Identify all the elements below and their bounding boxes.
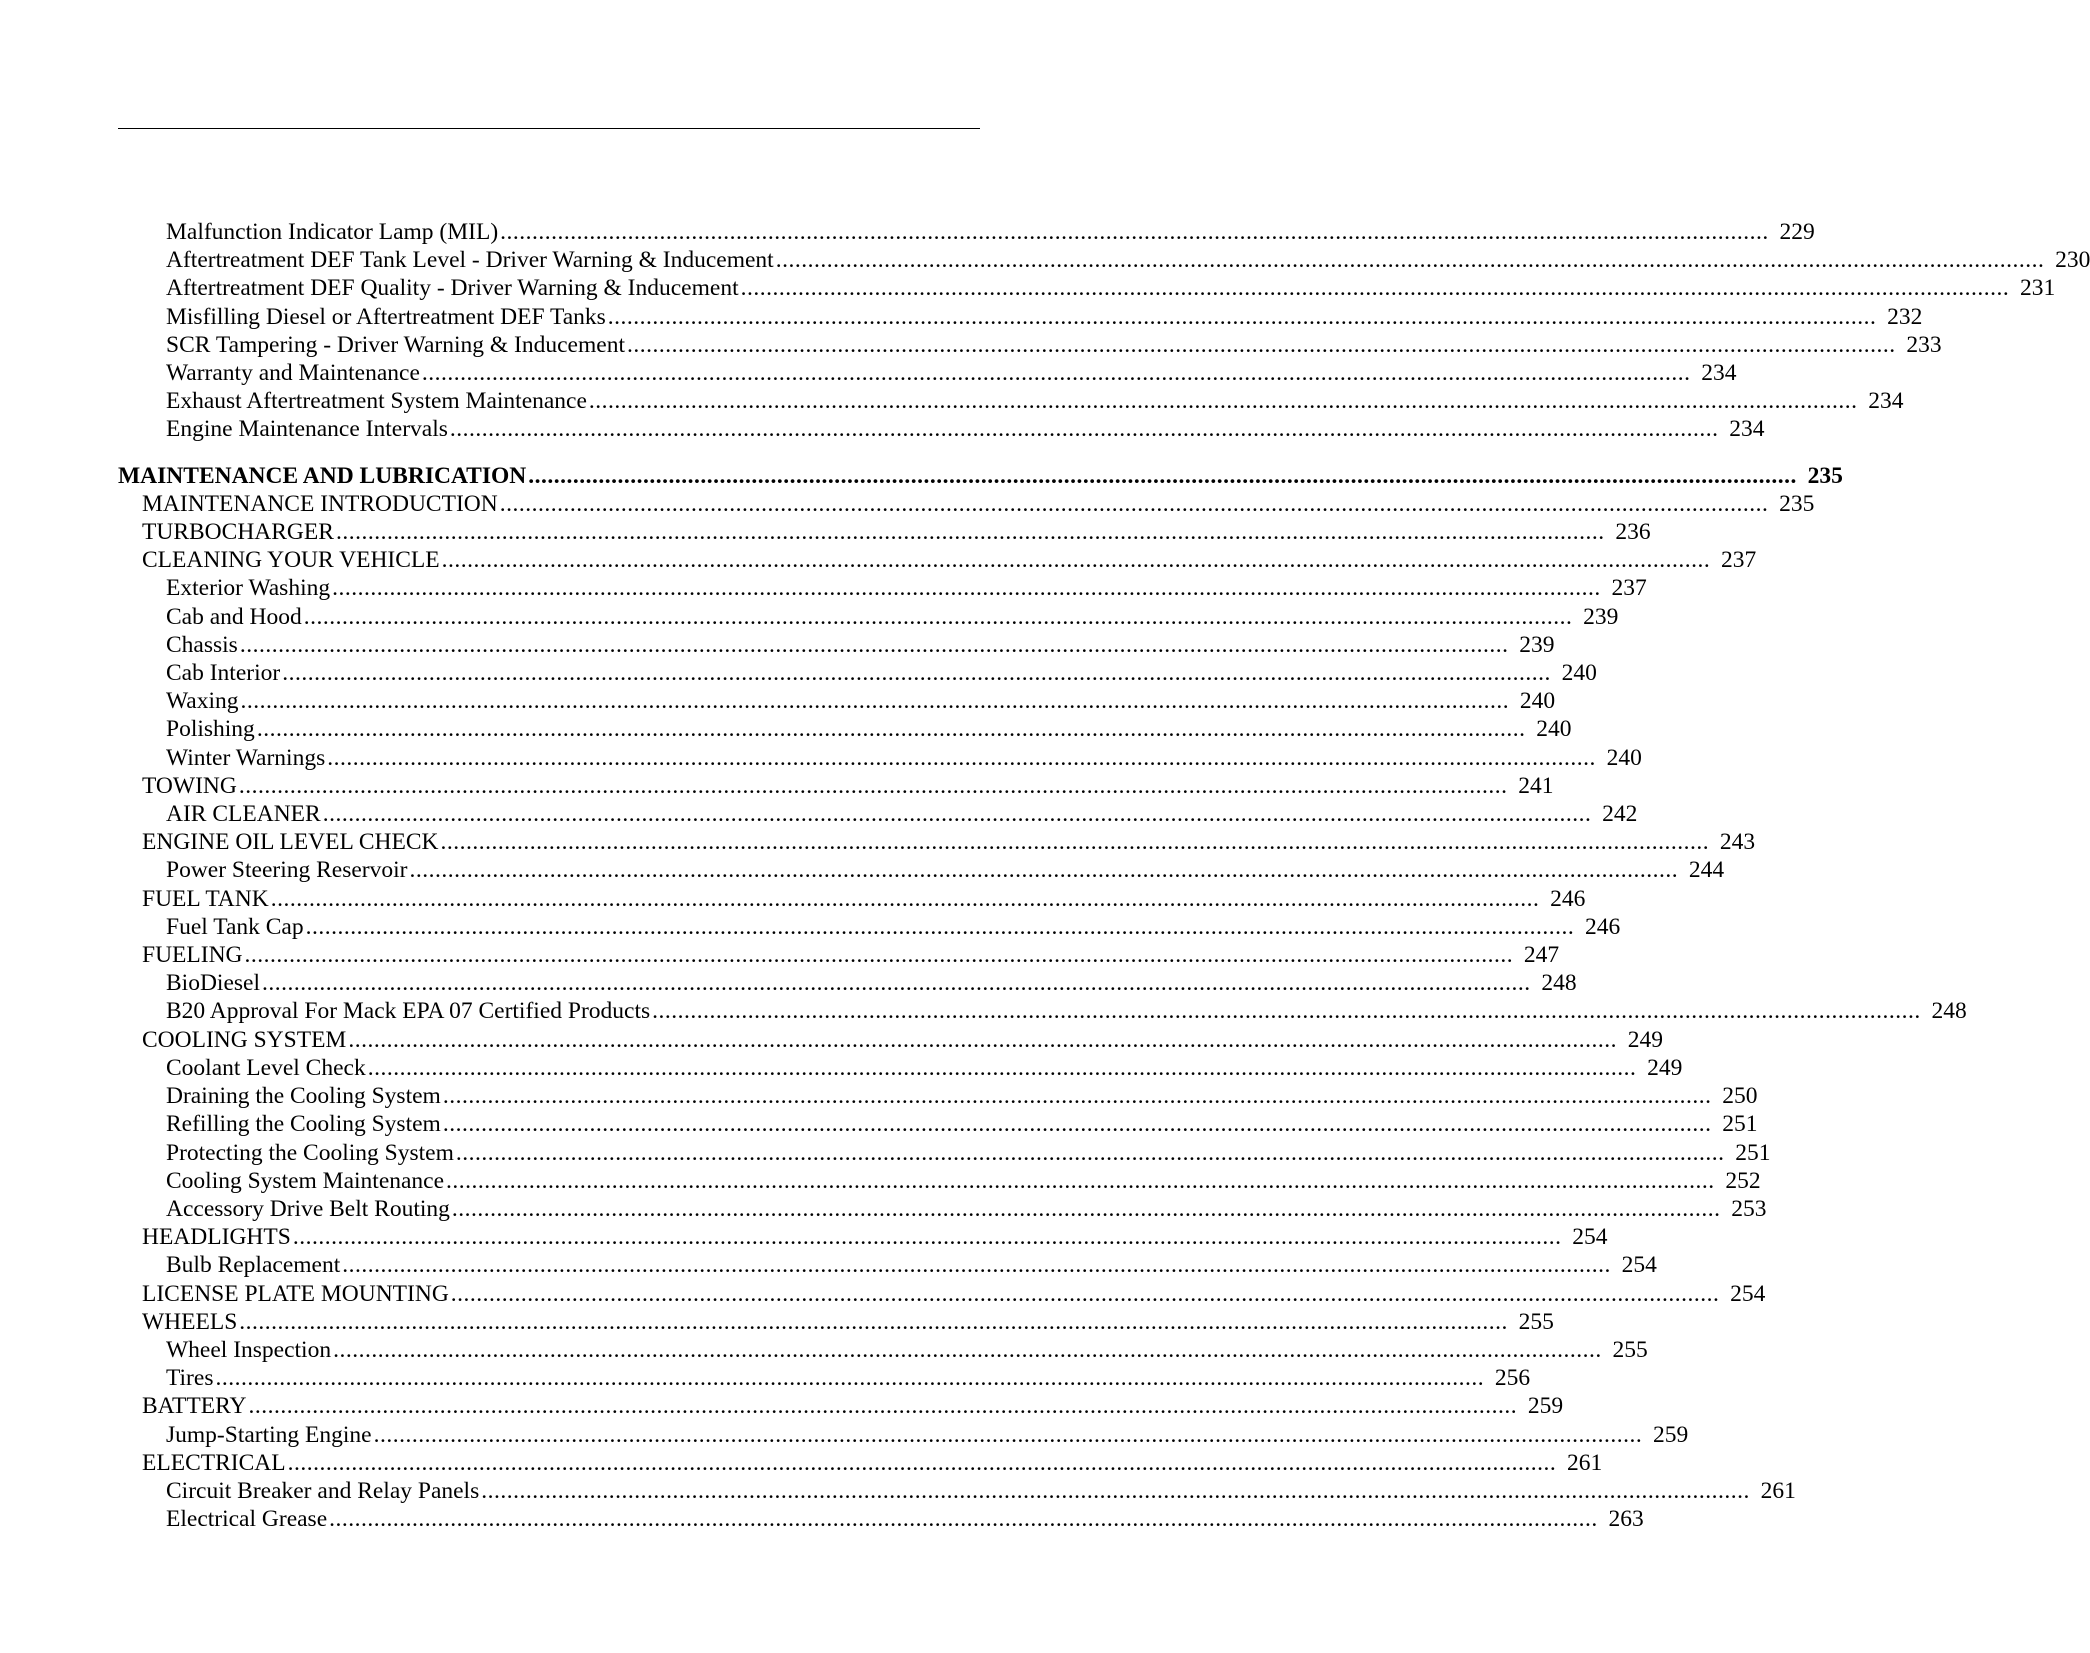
toc-leader-dots: ....................................................................................................................................................................................................... xyxy=(322,801,1592,828)
toc-entry-page-number: 237 xyxy=(1721,547,1757,574)
toc-entry[interactable] xyxy=(166,687,1556,715)
toc-entry-page-number: 243 xyxy=(1719,829,1756,856)
toc-leader-dots: ....................................................................................................................................................................................................... xyxy=(528,462,1797,489)
toc-entry-label: HEADLIGHTS xyxy=(142,1224,291,1251)
toc-entry-label: MAINTENANCE INTRODUCTION xyxy=(142,490,498,517)
toc-entry-page-number: 261 xyxy=(1566,1449,1603,1476)
toc-entry-page-number: 239 xyxy=(1519,631,1555,658)
toc-leader-dots: ....................................................................................................................................................................................................... xyxy=(305,913,1575,940)
toc-entry-label: Winter Warnings xyxy=(166,744,326,771)
toc-entry[interactable] xyxy=(166,218,1815,246)
toc-entry-page-number: 236 xyxy=(1615,519,1651,546)
toc-entry-label: Circuit Breaker and Relay Panels xyxy=(166,1477,480,1504)
toc-entry-label: Jump-Starting Engine xyxy=(166,1421,372,1448)
toc-entry[interactable] xyxy=(166,246,2090,274)
toc-entry[interactable] xyxy=(166,659,1597,687)
toc-entry-label: Cab Interior xyxy=(166,660,281,687)
toc-entry[interactable] xyxy=(166,1364,1531,1392)
toc-entry-page-number: 246 xyxy=(1584,913,1621,940)
toc-leader-dots: ....................................................................................................................................................................................................... xyxy=(409,857,1679,884)
toc-entry-page-number: 246 xyxy=(1550,885,1586,912)
toc-entry[interactable] xyxy=(142,772,1554,800)
toc-leader-dots: ....................................................................................................................................................................................................... xyxy=(262,970,1531,997)
toc-entry-label: WHEELS xyxy=(142,1308,238,1335)
toc-entry[interactable] xyxy=(166,856,1725,884)
toc-entry-page-number: 256 xyxy=(1494,1365,1531,1392)
toc-entry-page-number: 244 xyxy=(1688,857,1725,884)
toc-entry-page-number: 252 xyxy=(1725,1167,1761,1194)
toc-entry[interactable] xyxy=(142,1392,1564,1420)
table-of-contents xyxy=(118,218,2090,1533)
toc-leader-dots: ....................................................................................................................................................................................................... xyxy=(238,772,1508,799)
toc-entry-label: Bulb Replacement xyxy=(166,1252,341,1279)
toc-entry-label: Warranty and Maintenance xyxy=(166,360,420,387)
toc-entry-label: Wheel Inspection xyxy=(166,1336,332,1363)
toc-leader-dots: ....................................................................................................................................................................................................... xyxy=(449,416,1719,443)
toc-leader-dots: ....................................................................................................................................................................................................... xyxy=(342,1252,1611,1279)
toc-entry-label: Tires xyxy=(166,1365,214,1392)
toc-leader-dots: ....................................................................................................................................................................................................... xyxy=(451,1195,1721,1222)
toc-entry[interactable] xyxy=(142,490,1815,518)
toc-leader-dots: ....................................................................................................................................................................................................... xyxy=(287,1449,1557,1476)
toc-leader-dots: ....................................................................................................................................................................................................... xyxy=(440,829,1710,856)
toc-leader-dots: ....................................................................................................................................................................................................... xyxy=(256,716,1526,743)
toc-entry-page-number: 248 xyxy=(1541,970,1577,997)
toc-leader-dots: ....................................................................................................................................................................................................... xyxy=(240,688,1510,715)
toc-entry-page-number: 239 xyxy=(1583,603,1619,630)
toc-entry-page-number: 251 xyxy=(1735,1139,1771,1166)
toc-entry-page-number: 237 xyxy=(1611,575,1647,602)
toc-leader-dots: ....................................................................................................................................................................................................... xyxy=(446,1167,1715,1194)
toc-entry[interactable] xyxy=(166,574,1647,602)
toc-entry[interactable] xyxy=(142,1223,1608,1251)
toc-leader-dots: ....................................................................................................................................................................................................... xyxy=(441,547,1711,574)
toc-leader-dots: ....................................................................................................................................................................................................... xyxy=(215,1365,1485,1392)
toc-entry-label: ENGINE OIL LEVEL CHECK xyxy=(142,829,439,856)
toc-entry-page-number: 247 xyxy=(1523,942,1560,969)
toc-leader-dots: ....................................................................................................................................................................................................... xyxy=(455,1139,1725,1166)
toc-entry-label: Aftertreatment DEF Tank Level - Driver Warning & Inducement xyxy=(166,247,774,274)
toc-leader-dots: ....................................................................................................................................................................................................... xyxy=(450,1280,1720,1307)
toc-entry-page-number: 251 xyxy=(1722,1111,1758,1138)
toc-leader-dots: ....................................................................................................................................................................................................... xyxy=(239,631,1509,658)
toc-entry[interactable] xyxy=(166,1477,1796,1505)
toc-entry[interactable] xyxy=(166,1110,1758,1138)
toc-entry[interactable] xyxy=(142,546,1757,574)
toc-entry-label: FUEL TANK xyxy=(142,885,269,912)
toc-entry-label: Polishing xyxy=(166,716,255,743)
toc-entry-label: Aftertreatment DEF Quality - Driver Warning & Inducement xyxy=(166,275,739,302)
toc-entry-label: MAINTENANCE AND LUBRICATION xyxy=(118,462,527,489)
toc-leader-dots: ....................................................................................................................................................................................................... xyxy=(303,603,1573,630)
toc-entry-label: Exterior Washing xyxy=(166,575,331,602)
toc-leader-dots: ....................................................................................................................................................................................................... xyxy=(239,1308,1508,1335)
toc-entry-page-number: 229 xyxy=(1779,219,1815,245)
toc-entry[interactable] xyxy=(166,800,1638,828)
toc-entry[interactable] xyxy=(166,1082,1758,1110)
toc-leader-dots: ....................................................................................................................................................................................................... xyxy=(500,219,1769,245)
toc-leader-dots: ....................................................................................................................................................................................................... xyxy=(373,1421,1643,1448)
toc-entry-page-number: 259 xyxy=(1652,1421,1689,1448)
toc-entry-page-number: 230 xyxy=(2055,247,2090,274)
toc-entry-page-number: 235 xyxy=(1779,490,1815,517)
toc-entry-page-number: 248 xyxy=(1931,998,1967,1025)
toc-leader-dots: ....................................................................................................................................................................................................... xyxy=(481,1477,1750,1504)
toc-entry[interactable] xyxy=(142,1308,1554,1336)
toc-entry[interactable] xyxy=(166,331,1942,359)
toc-entry-label: B20 Approval For Mack EPA 07 Certified Products xyxy=(166,998,651,1025)
toc-entry-label: COOLING SYSTEM xyxy=(142,1026,347,1053)
toc-leader-dots: ....................................................................................................................................................................................................... xyxy=(282,660,1551,687)
toc-leader-dots: ....................................................................................................................................................................................................... xyxy=(499,490,1769,517)
toc-entry-page-number: 249 xyxy=(1647,1054,1683,1081)
toc-entry[interactable] xyxy=(166,913,1621,941)
toc-entry[interactable] xyxy=(142,885,1586,913)
toc-entry[interactable] xyxy=(166,631,1555,659)
toc-entry-label: TURBOCHARGER xyxy=(142,519,334,546)
toc-entry[interactable] xyxy=(142,1449,1603,1477)
toc-leader-dots: ....................................................................................................................................................................................................... xyxy=(270,885,1540,912)
toc-entry[interactable] xyxy=(166,1336,1648,1364)
toc-entry[interactable] xyxy=(166,969,1577,997)
toc-leader-dots: ....................................................................................................................................................................................................... xyxy=(329,1506,1598,1533)
toc-entry-label: Malfunction Indicator Lamp (MIL) xyxy=(166,219,499,245)
toc-entry[interactable] xyxy=(166,603,1619,631)
toc-entry-label: Cab and Hood xyxy=(166,603,302,630)
toc-entry[interactable] xyxy=(166,1167,1761,1195)
toc-entry[interactable] xyxy=(118,462,1843,490)
toc-entry-page-number: 234 xyxy=(1868,388,1904,415)
toc-entry-page-number: 261 xyxy=(1760,1477,1796,1504)
toc-entry[interactable] xyxy=(166,1421,1689,1449)
toc-leader-dots: ....................................................................................................................................................................................................... xyxy=(367,1054,1637,1081)
toc-leader-dots: ....................................................................................................................................................................................................... xyxy=(348,1026,1617,1053)
toc-leader-dots: ....................................................................................................................................................................................................... xyxy=(327,744,1596,771)
toc-entry-label: TOWING xyxy=(142,772,237,799)
toc-leader-dots: ....................................................................................................................................................................................................... xyxy=(333,1336,1602,1363)
toc-entry[interactable] xyxy=(166,359,1737,387)
toc-entry[interactable] xyxy=(166,1054,1683,1082)
toc-entry-label: Refilling the Cooling System xyxy=(166,1111,441,1138)
toc-entry-page-number: 240 xyxy=(1606,744,1642,771)
toc-entry-page-number: 241 xyxy=(1518,772,1554,799)
toc-entry-label: Exhaust Aftertreatment System Maintenance xyxy=(166,388,587,415)
toc-entry-page-number: 263 xyxy=(1608,1506,1644,1533)
toc-entry-label: Chassis xyxy=(166,631,238,658)
toc-entry-label: Fuel Tank Cap xyxy=(166,913,304,940)
toc-leader-dots: ....................................................................................................................................................................................................... xyxy=(775,247,2045,274)
toc-entry-page-number: 255 xyxy=(1518,1308,1554,1335)
toc-entry-page-number: 255 xyxy=(1612,1336,1648,1363)
toc-entry-label: Electrical Grease xyxy=(166,1506,328,1533)
toc-entry[interactable] xyxy=(166,1505,1644,1533)
toc-entry-page-number: 254 xyxy=(1730,1280,1766,1307)
toc-entry[interactable] xyxy=(166,387,1904,415)
toc-entry-page-number: 232 xyxy=(1887,303,1923,330)
toc-leader-dots: ....................................................................................................................................................................................................... xyxy=(335,519,1605,546)
toc-entry-page-number: 249 xyxy=(1627,1026,1663,1053)
toc-leader-dots: ....................................................................................................................................................................................................... xyxy=(588,388,1858,415)
toc-entry[interactable] xyxy=(166,715,1572,743)
toc-entry-page-number: 254 xyxy=(1572,1224,1608,1251)
toc-entry-page-number: 254 xyxy=(1621,1252,1657,1279)
toc-entry-label: Coolant Level Check xyxy=(166,1054,366,1081)
toc-entry-label: Draining the Cooling System xyxy=(166,1083,441,1110)
toc-entry-label: AIR CLEANER xyxy=(166,801,321,828)
toc-entry-label: BATTERY xyxy=(142,1393,247,1420)
toc-entry-label: Waxing xyxy=(166,688,239,715)
toc-leader-dots: ....................................................................................................................................................................................................... xyxy=(442,1083,1712,1110)
toc-leader-dots: ....................................................................................................................................................................................................... xyxy=(607,303,1877,330)
toc-entry-label: LICENSE PLATE MOUNTING xyxy=(142,1280,449,1307)
toc-entry-page-number: 234 xyxy=(1729,416,1765,443)
toc-entry-page-number: 235 xyxy=(1807,462,1843,489)
toc-entry[interactable] xyxy=(166,997,1967,1025)
toc-entry-label: FUELING xyxy=(142,942,243,969)
toc-entry-page-number: 234 xyxy=(1701,360,1737,387)
toc-entry[interactable] xyxy=(166,744,1642,772)
toc-entry[interactable] xyxy=(166,1195,1767,1223)
toc-entry[interactable] xyxy=(166,303,1923,331)
toc-entry[interactable] xyxy=(142,1026,1663,1054)
toc-entry-page-number: 240 xyxy=(1519,688,1556,715)
toc-leader-dots: ....................................................................................................................................................................................................... xyxy=(244,942,1514,969)
toc-entry[interactable] xyxy=(166,274,2056,302)
toc-leader-dots: ....................................................................................................................................................................................................... xyxy=(626,331,1896,358)
toc-entry-label: Engine Maintenance Intervals xyxy=(166,416,448,443)
toc-entry-page-number: 253 xyxy=(1731,1195,1767,1222)
toc-leader-dots: ....................................................................................................................................................................................................... xyxy=(248,1393,1518,1420)
toc-leader-dots: ....................................................................................................................................................................................................... xyxy=(740,275,2010,302)
toc-entry-label: SCR Tampering - Driver Warning & Inducement xyxy=(166,331,625,358)
toc-entry-label: CLEANING YOUR VEHICLE xyxy=(142,547,440,574)
toc-leader-dots: ....................................................................................................................................................................................................... xyxy=(652,998,1921,1025)
toc-entry[interactable] xyxy=(166,415,1765,443)
toc-entry-label: ELECTRICAL xyxy=(142,1449,286,1476)
toc-leader-dots: ....................................................................................................................................................................................................... xyxy=(292,1224,1562,1251)
toc-leader-dots: ....................................................................................................................................................................................................... xyxy=(421,360,1691,387)
toc-entry-label: Misfilling Diesel or Aftertreatment DEF Tanks xyxy=(166,303,606,330)
toc-entry[interactable] xyxy=(166,1139,1771,1167)
header-divider xyxy=(118,128,980,129)
toc-entry-page-number: 231 xyxy=(2019,275,2056,302)
toc-entry-label: Protecting the Cooling System xyxy=(166,1139,454,1166)
toc-entry[interactable] xyxy=(142,828,1756,856)
toc-entry-page-number: 259 xyxy=(1527,1393,1564,1420)
toc-entry-page-number: 240 xyxy=(1561,660,1597,687)
toc-leader-dots: ....................................................................................................................................................................................................... xyxy=(332,575,1601,602)
toc-entry-page-number: 233 xyxy=(1906,331,1942,358)
toc-entry-label: Power Steering Reservoir xyxy=(166,857,408,884)
toc-entry-page-number: 250 xyxy=(1722,1083,1758,1110)
toc-entry[interactable] xyxy=(166,1251,1657,1279)
toc-leader-dots: ....................................................................................................................................................................................................... xyxy=(442,1111,1712,1138)
toc-entry-label: BioDiesel xyxy=(166,970,260,997)
toc-entry[interactable] xyxy=(142,1280,1766,1308)
toc-entry[interactable] xyxy=(142,518,1651,546)
toc-entry-label: Accessory Drive Belt Routing xyxy=(166,1195,450,1222)
toc-entry[interactable] xyxy=(142,941,1560,969)
toc-entry-page-number: 242 xyxy=(1602,801,1638,828)
toc-entry-label: Cooling System Maintenance xyxy=(166,1167,445,1194)
toc-entry-page-number: 240 xyxy=(1536,716,1572,743)
